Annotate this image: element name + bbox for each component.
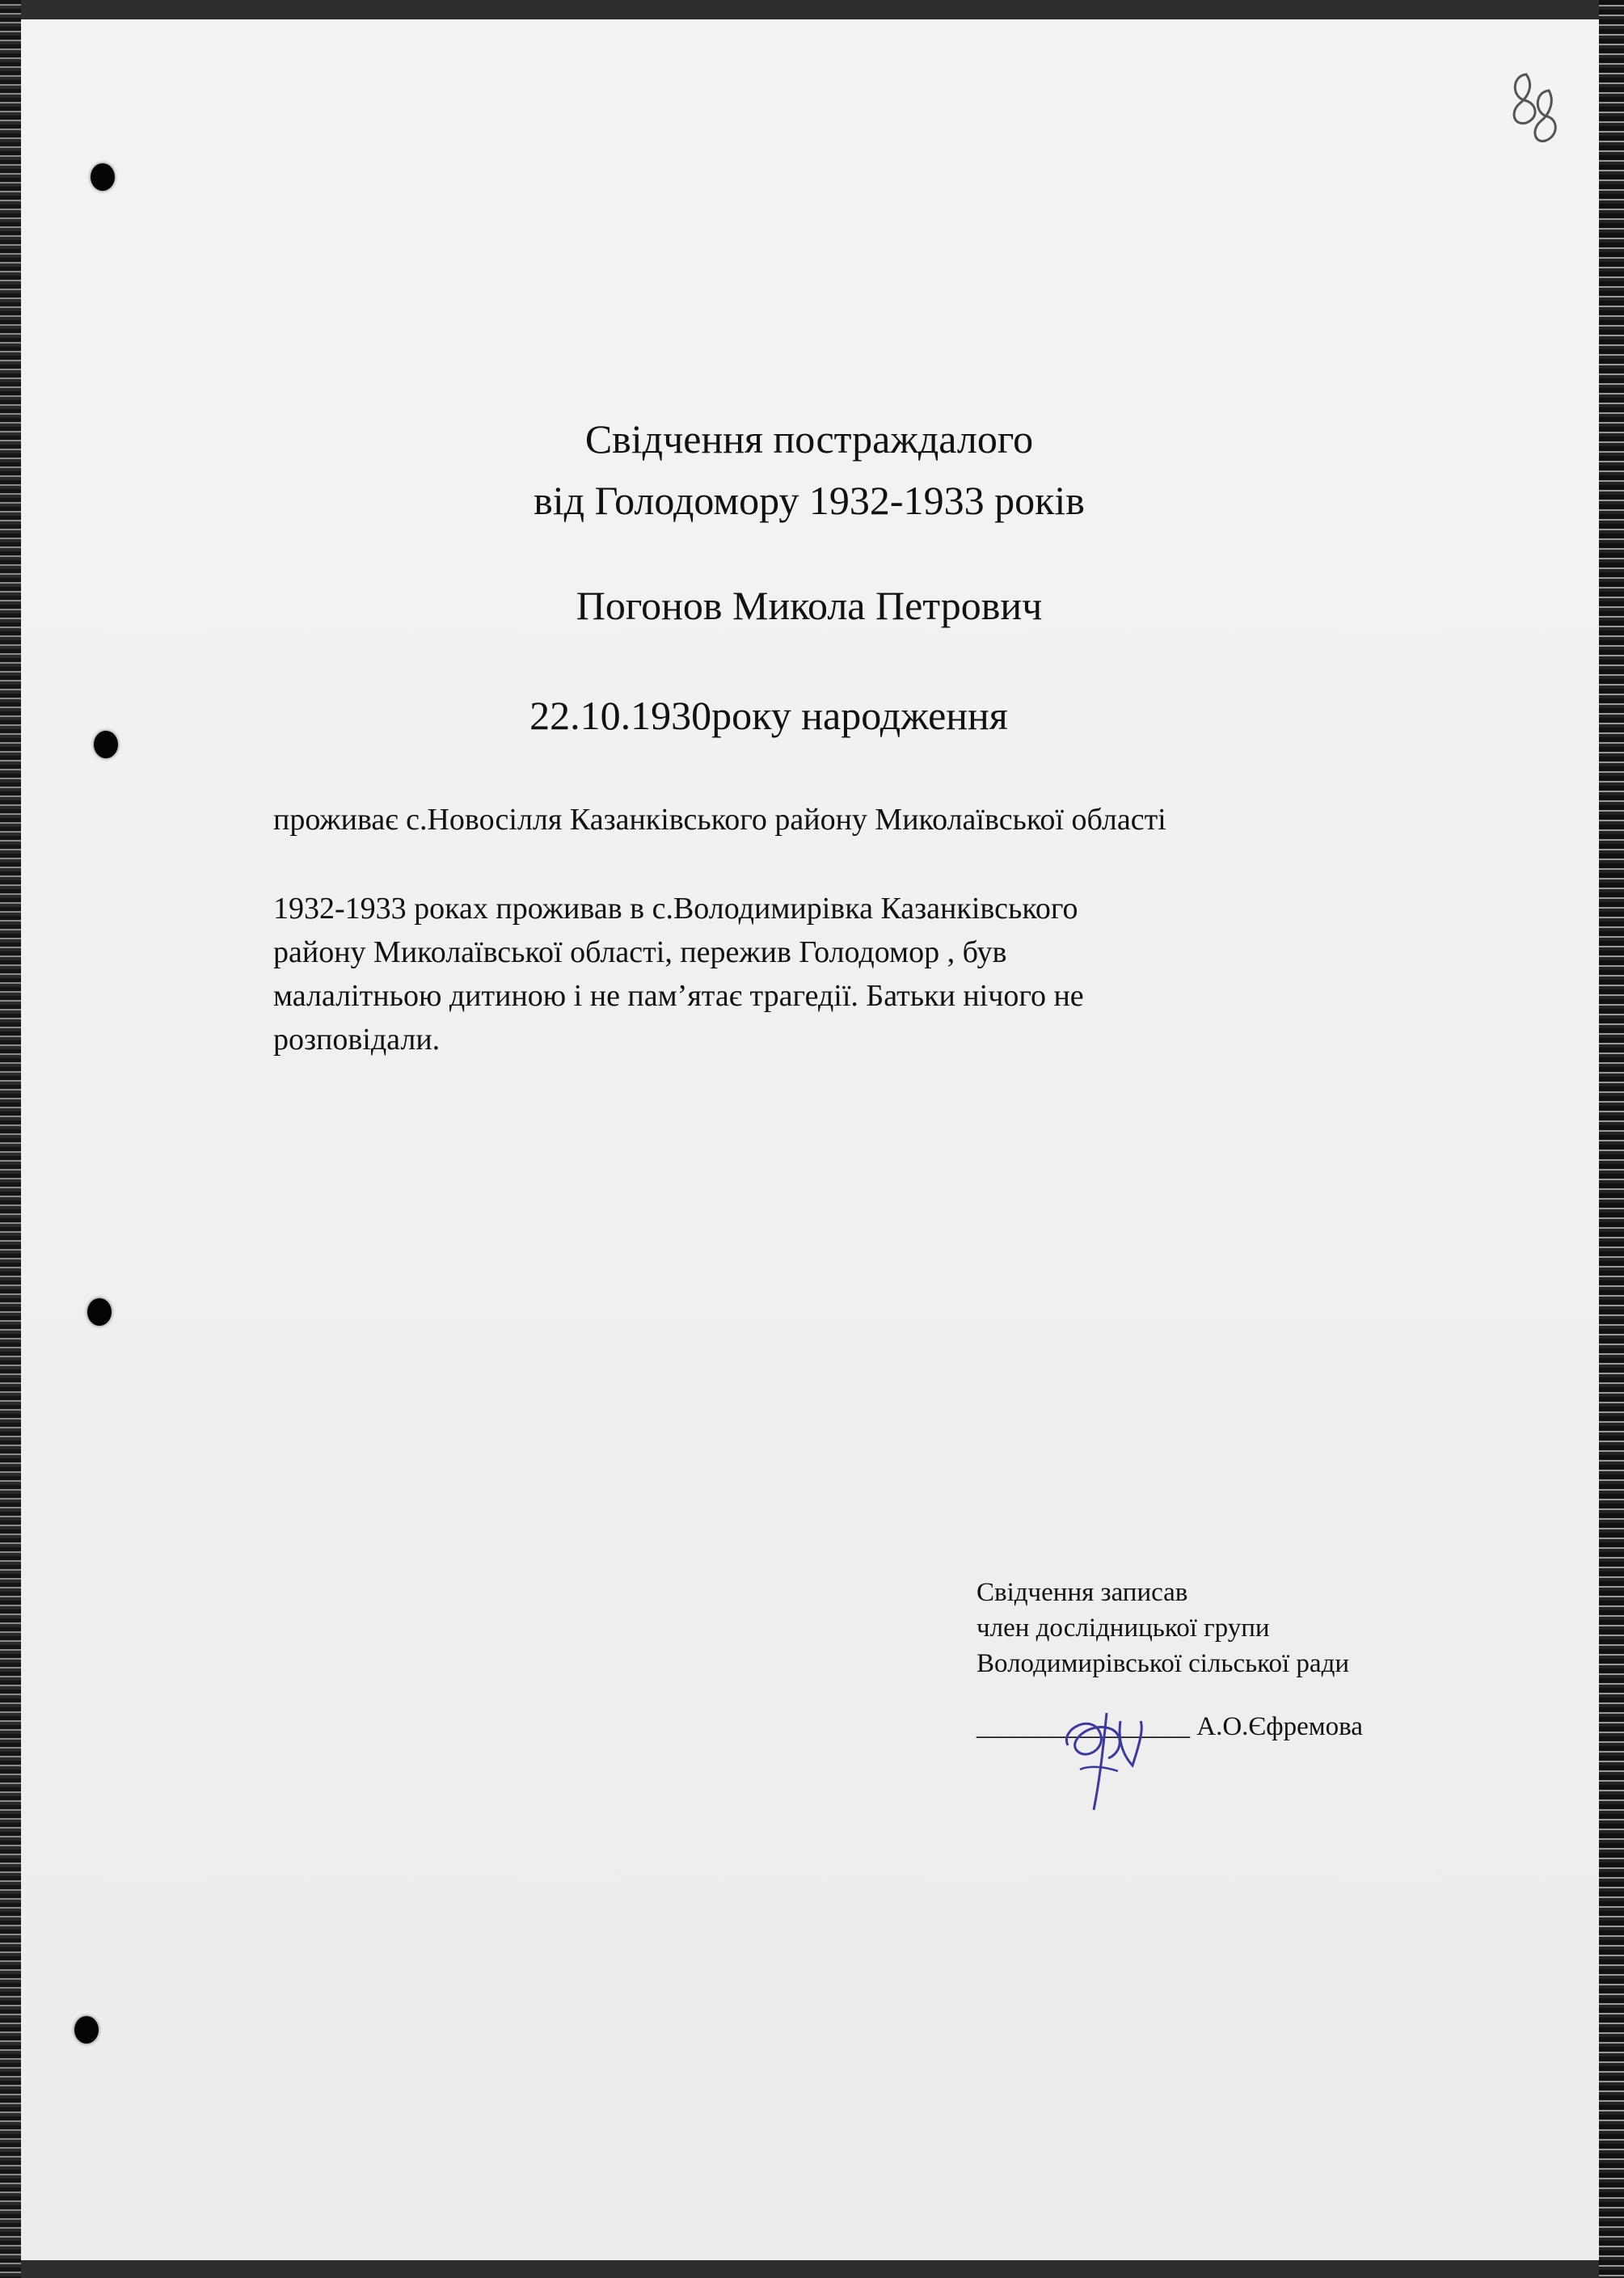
person-name: Погонов Микола Петрович: [576, 583, 1043, 628]
punch-hole-4: [74, 2016, 99, 2044]
recorder-line-3: Володимирівської сільської ради: [977, 1649, 1350, 1678]
birth-date: 22.10.1930року народження: [529, 693, 1008, 738]
punch-hole-1: [91, 163, 115, 191]
title-line-1: Свідчення постраждалого: [584, 416, 1034, 462]
signature-blank: ________________: [977, 1712, 1190, 1741]
title-line-2: від Голодомору 1932-1933 років: [534, 478, 1085, 523]
testimony-line-3: малалітньою дитиною і не пам’ятає трагедії. Батьки нічого не: [273, 979, 1084, 1013]
recorder-line-2: член дослідницької групи: [977, 1614, 1270, 1643]
punch-hole-2: [94, 731, 118, 758]
left-scan-edge: [0, 0, 21, 2278]
residence-text: проживає с.Новосілля Казанківського району Миколаївської області: [273, 803, 1166, 837]
testimony-line-1: 1932-1933 роках проживав в с.Володимирівка Казанківського: [273, 892, 1078, 926]
recorder-line-1: Свідчення записав: [977, 1578, 1188, 1607]
recorder-name: А.О.Єфремова: [1196, 1712, 1363, 1741]
right-scan-edge: [1599, 0, 1624, 2278]
document-page: [21, 19, 1599, 2260]
testimony-line-4: розповідали.: [273, 1023, 441, 1057]
handwritten-signature: [1044, 1689, 1157, 1826]
punch-hole-3: [87, 1298, 112, 1326]
signature-row: [977, 1712, 1363, 1742]
testimony-line-2: району Миколаївської області, пережив Голодомор , був: [273, 935, 1007, 969]
handwritten-page-number: [1502, 66, 1559, 163]
